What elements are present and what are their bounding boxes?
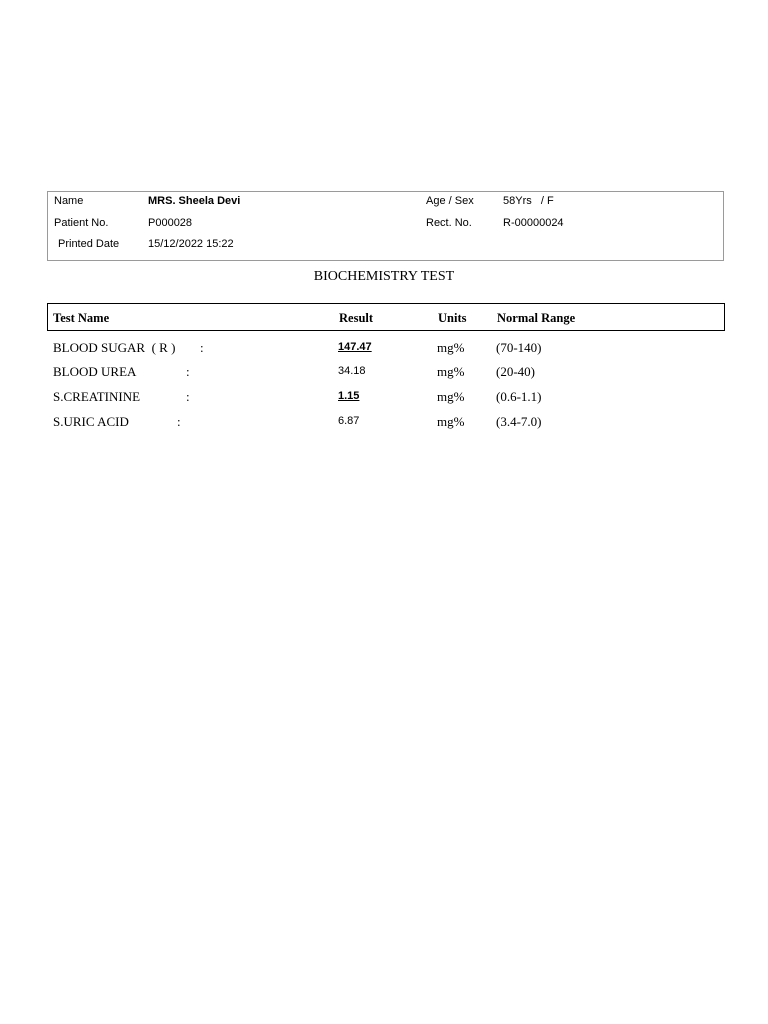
report-title: BIOCHEMISTRY TEST xyxy=(313,269,455,284)
colon: : xyxy=(200,340,204,355)
units: mg% xyxy=(437,340,465,355)
normal-range: (0.6-1.1) xyxy=(496,389,542,404)
result-value-flagged: 147.47 xyxy=(338,341,372,353)
patient-no-label: Patient No. xyxy=(54,217,109,229)
normal-range: (70-140) xyxy=(496,340,542,355)
table-row xyxy=(0,340,768,360)
rect-no-value: R-00000024 xyxy=(503,217,564,229)
patient-no-value: P000028 xyxy=(148,217,193,229)
units: mg% xyxy=(437,389,465,404)
test-name: BLOOD SUGAR ( R ) xyxy=(53,340,176,355)
colon: : xyxy=(186,389,190,404)
age-sex-value: 58Yrs / F xyxy=(503,195,554,207)
normal-range: (20-40) xyxy=(496,364,535,379)
units: mg% xyxy=(437,414,465,429)
header-test-name: Test Name xyxy=(53,311,110,325)
table-row xyxy=(0,364,768,384)
result-value-flagged: 1.15 xyxy=(338,390,360,402)
test-name: S.URIC ACID xyxy=(53,414,129,429)
printed-date-value: 15/12/2022 15:22 xyxy=(148,238,234,250)
name-value: MRS. Sheela Devi xyxy=(148,195,241,207)
header-units: Units xyxy=(438,311,467,325)
test-name: BLOOD UREA xyxy=(53,364,137,379)
units: mg% xyxy=(437,364,465,379)
table-header xyxy=(47,303,725,331)
header-normal-range: Normal Range xyxy=(497,311,576,325)
patient-info-box xyxy=(47,191,724,261)
colon: : xyxy=(177,414,181,429)
result-value: 6.87 xyxy=(338,415,360,427)
colon: : xyxy=(186,364,190,379)
test-name: S.CREATININE xyxy=(53,389,141,404)
result-value: 34.18 xyxy=(338,365,366,377)
age-sex-label: Age / Sex xyxy=(426,195,474,207)
name-label: Name xyxy=(54,195,84,207)
printed-date-label: Printed Date xyxy=(58,238,120,250)
normal-range: (3.4-7.0) xyxy=(496,414,542,429)
table-row xyxy=(0,389,768,409)
table-row xyxy=(0,414,768,434)
rect-no-label: Rect. No. xyxy=(426,217,472,229)
header-result: Result xyxy=(339,311,374,325)
